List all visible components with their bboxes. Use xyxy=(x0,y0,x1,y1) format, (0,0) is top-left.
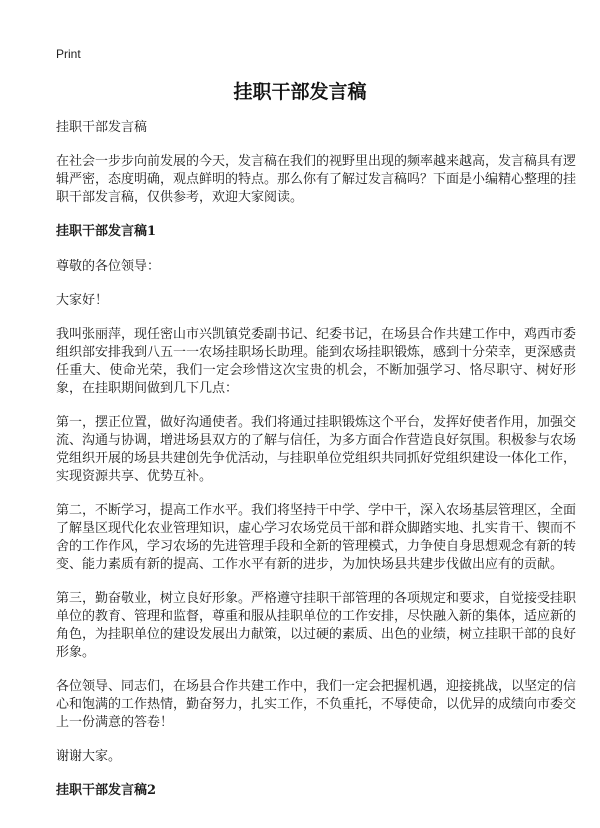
greeting-2: 大家好！ xyxy=(56,293,109,308)
article-body xyxy=(56,119,576,817)
section-heading-2: 挂职干部发言稿2 xyxy=(56,783,157,798)
paragraph-2: 第一，摆正位置，做好沟通使者。我们将通过挂职锻炼这个平台，发挥好使者作用，加强交流、沟通与协调，增进场县双方的了解与信任，为多方面合作营造良好氛围。积极参与农场党组织开展的场县共建创先争优活动，与挂职单位党组织共同抓好党组织建设一体化工作，实现资源共享、优势互补。 xyxy=(56,415,577,484)
page-title: 挂职干部发言稿 xyxy=(233,81,367,103)
paragraph-5: 各位领导、同志们，在场县合作共建工作中，我们一定会把握机遇，迎接挑战，以坚定的信心和饱满的工作热情，勤奋努力，扎实工作，不负重托，不辱使命，以优异的成绩向市委交上一份满意的答卷！ xyxy=(56,679,577,730)
subtitle: 挂职干部发言稿 xyxy=(56,120,148,135)
section-heading-1: 挂职干部发言稿1 xyxy=(56,224,157,239)
paragraph-4: 第三，勤奋敬业，树立良好形象。严格遵守挂职干部管理的各项规定和要求，自觉接受挂职单位的教育、管理和监督，尊重和服从挂职单位的工作安排，尽快融入新的集体，适应新的角色，为挂职单位的建设发展出力献策，以过硬的素质、出色的业绩，树立挂职干部的良好形象。 xyxy=(56,591,577,660)
print-link[interactable]: Print xyxy=(56,47,81,61)
greeting: 尊敬的各位领导： xyxy=(56,259,161,274)
intro-paragraph: 在社会一步步向前发展的今天，发言稿在我们的视野里出现的频率越来越高，发言稿具有逻辑严密，态度明确，观点鲜明的特点。那么你有了解过发言稿吗？下面是小编精心整理的挂职干部发言稿，仅供参考，欢迎大家阅读。 xyxy=(56,154,577,205)
paragraph-1: 我叫张丽萍，现任密山市兴凯镇党委副书记、纪委书记，在场县合作共建工作中，鸡西市委组织部安排我到八五一一农场挂职场长助理。能到农场挂职锻炼，感到十分荣幸，更深感责任重大、使命光荣，我们一定会珍惜这次宝贵的机会，不断加强学习、恪尽职守、树好形象，在挂职期间做到几下几点： xyxy=(56,327,577,396)
paragraph-3: 第二，不断学习，提高工作水平。我们将坚持干中学、学中干，深入农场基层管理区，全面了解垦区现代化农业管理知识，虚心学习农场党员干部和群众脚踏实地、扎实肯干、锲而不舍的工作作风，学习农场的先进管理手段和全新的管理模式，力争使自身思想观念有新的转变、能力素质有新的提高、工作水平有新的进步，为加快场县共建步伐做出应有的贡献。 xyxy=(56,503,577,572)
thanks: 谢谢大家。 xyxy=(56,749,122,764)
